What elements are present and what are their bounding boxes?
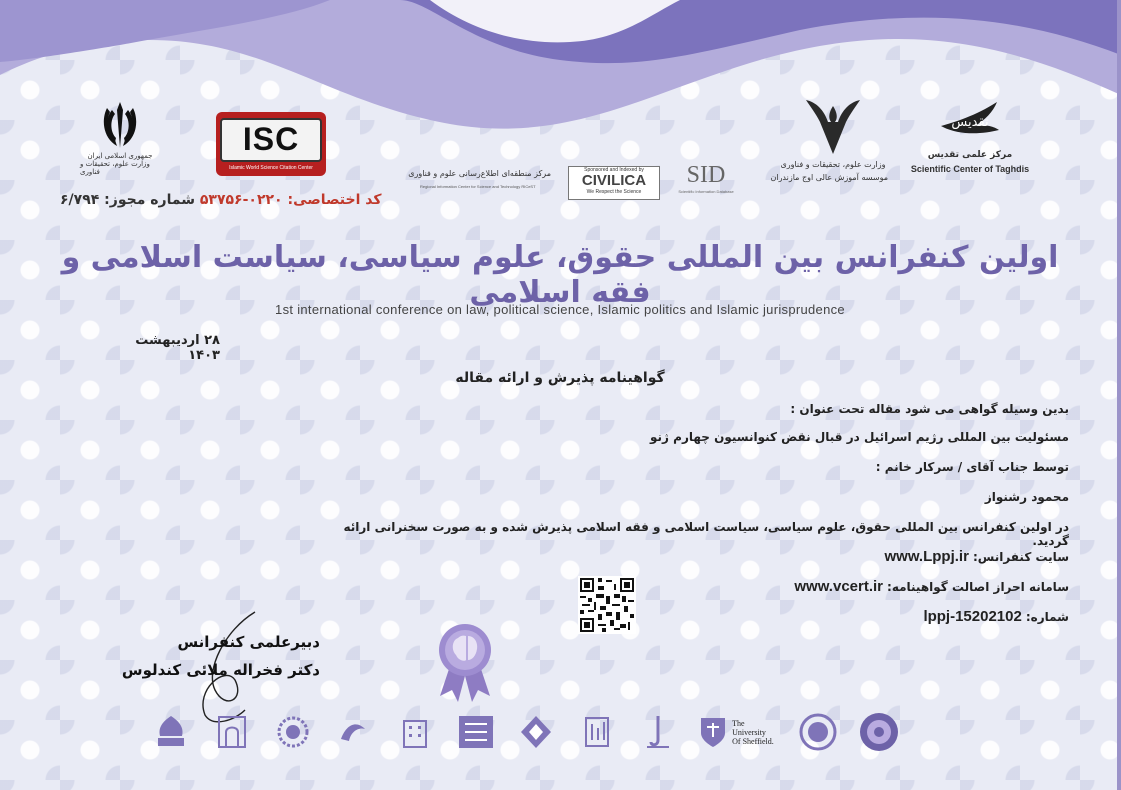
ricest-text: مرکز منطقه‌ای اطلاع‌رسانی علوم و فناوری <box>408 168 551 178</box>
calligraphy-icon <box>337 715 371 749</box>
body-line-intro: بدین وسیله گواهی می شود مقاله تحت عنوان : <box>790 402 1069 416</box>
ricest-sub: Regional Information Center for Science and Technology RICeST <box>420 184 536 189</box>
code-value: ۰۲۲۰-۵۳۷۵۶ <box>199 192 283 208</box>
codes-line <box>60 192 410 208</box>
author-name: محمود رشنواز <box>984 490 1069 504</box>
certificate-title: گواهینامه پذیرش و ارائه مقاله <box>455 370 665 386</box>
ministry-line2: موسسه آموزش عالی اوج مازندران <box>770 173 888 182</box>
round-seal-icon <box>799 713 837 751</box>
number-row <box>309 608 1069 625</box>
iran-emblem-icon <box>103 100 137 150</box>
azad-emblem-icon <box>519 714 553 750</box>
signature-name: دکتر فخراله ملائی کندلوس <box>121 661 320 679</box>
right-border <box>1117 0 1121 790</box>
taghdis-mark-icon <box>935 96 1005 142</box>
certificate-number: lppj-15202102 <box>923 608 1022 625</box>
seal-icon <box>276 715 310 749</box>
footer-logo-2 <box>211 712 253 752</box>
paper-title: مسئولیت بین المللی رژیم اسرائیل در قبال نقض کنوانسیون چهارم ژنو <box>650 430 1069 444</box>
site-link[interactable]: www.Lppj.ir <box>884 548 969 565</box>
number-label: شماره: <box>1025 609 1069 624</box>
ministry-line1: وزارت علوم، تحقیقات و فناوری <box>780 160 886 169</box>
sid-label: SID <box>686 162 726 188</box>
signature-role: دبیرعلمی کنفرانس <box>177 633 320 651</box>
footer-logo-11 <box>797 712 839 752</box>
sheffield-crest-icon <box>698 715 728 749</box>
footer-logo-1 <box>150 712 192 752</box>
conference-title-en: 1st international conference on law, political science, Islamic politics and Islamic jurisprudence <box>275 302 845 317</box>
footer-logo-9 <box>637 712 679 752</box>
sid-logo <box>672 162 740 194</box>
verify-label: سامانه احراز اصالت گواهینامه: <box>887 579 1069 594</box>
footer-logo-6 <box>455 712 497 752</box>
gate-icon <box>216 714 248 750</box>
pen-nib-icon <box>643 714 673 750</box>
body-line-presented: در اولین کنفرانس بین المللی حقوق، علوم سیاسی، سیاست اسلامی و فقه اسلامی پذیرش شده و به صورت سخنرانی ارائه گردید. <box>343 520 1069 548</box>
footer-logos <box>150 708 900 756</box>
body-line-by: توسط جناب آقای / سرکار خانم : <box>875 460 1069 474</box>
footer-logo-12 <box>858 712 900 752</box>
building-icon <box>400 715 430 749</box>
footer-logo-5 <box>394 712 436 752</box>
award-ribbon-icon <box>436 622 494 702</box>
script-mark-icon <box>582 714 612 750</box>
oj-institute-logo <box>770 96 888 182</box>
footer-logo-sheffield <box>698 712 778 752</box>
iran-ministry-text: وزارت علوم، تحقیقات و فناوری <box>80 160 150 176</box>
license-value: ۶/۷۹۴ <box>60 192 100 208</box>
university-seal-icon <box>859 712 899 752</box>
taghdis-logo <box>900 96 1040 174</box>
isc-logo <box>216 112 326 176</box>
civilica-sub: We Respect the Science <box>586 189 642 195</box>
iran-emblem-logo <box>80 100 160 176</box>
footer-logo-7 <box>515 712 557 752</box>
footer-logo-4 <box>333 712 375 752</box>
ricest-logo <box>408 164 555 200</box>
conference-date: ۲۸ اردیبهشت ۱۴۰۳ <box>135 333 220 363</box>
taghdis-fa: مرکز علمی تقدیس <box>927 150 1013 160</box>
code-label: کد اختصاصی: <box>287 192 382 208</box>
sid-sub: Scientific Information Database <box>678 189 734 194</box>
footer-logo-3 <box>272 712 314 752</box>
sheffield-text: The University Of Sheffield. <box>732 718 774 746</box>
isc-sub: Islamic World Science Citation Center <box>229 164 313 171</box>
pattern-square-icon <box>457 714 495 750</box>
site-row <box>309 548 1069 565</box>
footer-logo-8 <box>576 712 618 752</box>
svg-text:تقدیس: تقدیس <box>951 115 989 130</box>
civilica-top: Sponsored and Indexed by <box>584 167 644 173</box>
verify-link[interactable]: www.vcert.ir <box>794 578 884 595</box>
signature-block <box>110 628 320 684</box>
isc-label: ISC <box>220 118 322 162</box>
iran-emblem-text: جمهوری اسلامی ایران <box>87 152 153 160</box>
taghdis-en: Scientific Center of Taghdis <box>910 164 1030 174</box>
civilica-logo <box>568 166 660 200</box>
license-label: شماره مجوز: <box>104 192 195 208</box>
oj-emblem-icon <box>798 96 868 156</box>
site-label: سایت کنفرانس: <box>972 549 1069 564</box>
conference-title-fa: اولین کنفرانس بین المللی حقوق، علوم سیاسی، سیاست اسلامی و فقه اسلامی <box>61 240 1059 310</box>
civilica-label: CIVILICA <box>581 172 647 189</box>
mosque-dome-icon <box>154 714 188 750</box>
qr-code[interactable] <box>578 576 636 634</box>
verify-row <box>309 578 1069 595</box>
